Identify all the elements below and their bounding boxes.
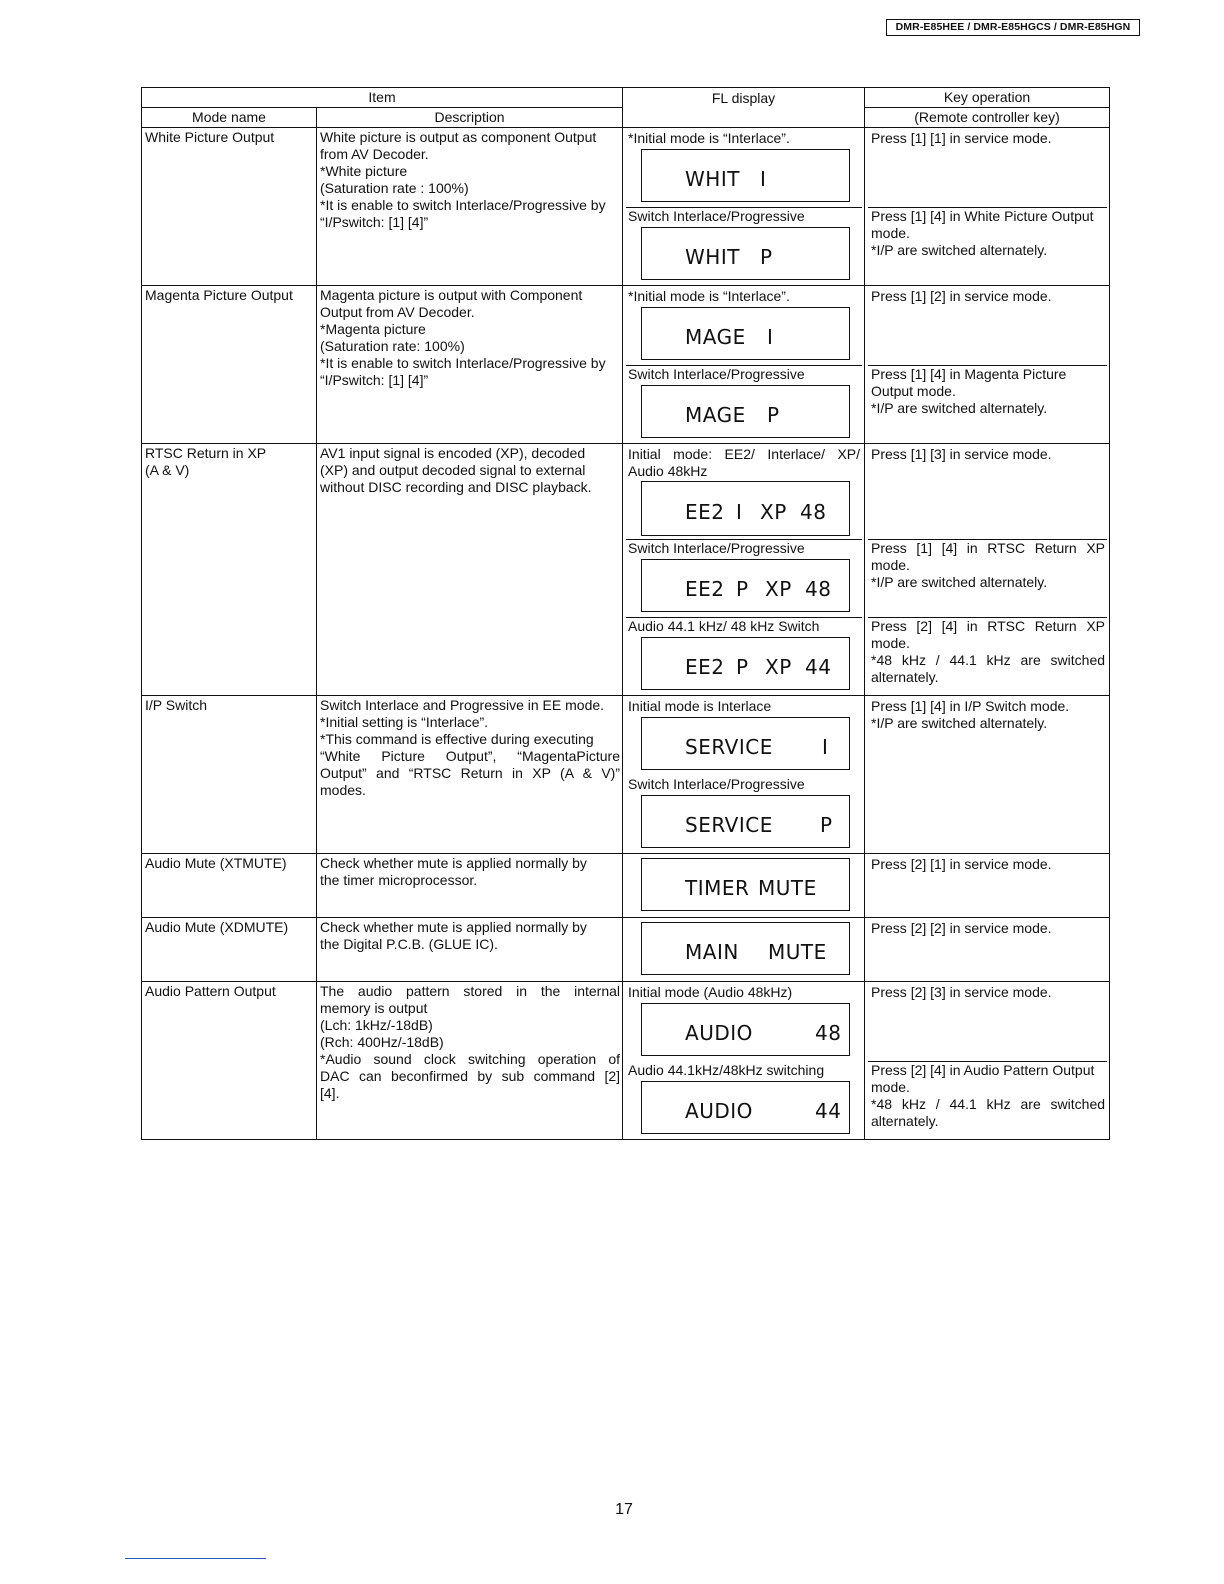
header-key-operation: Key operation [865,88,1110,108]
fl-label: Audio 44.1 kHz/ 48 kHz Switch [628,618,820,634]
fl-label: Initial mode (Audio 48kHz) [628,984,793,1000]
fl-display: AUDIO 48 [641,1003,850,1056]
header-item: Item [142,88,623,108]
fl-display: EE2 I XP 48 [641,481,850,536]
fl-display-cell [623,444,865,696]
fl-display-cell [623,854,865,918]
fl-label: Initial mode is Interlace [628,698,772,714]
table-row [142,918,1110,982]
key-operation-cell: Press [1] [4] in I/P Switch mode. *I/P are switched alternately. [865,696,1110,854]
fl-display: AUDIO 44 [641,1081,850,1134]
fl-display: MAGE P [641,385,850,438]
mode-description: Check whether mute is applied normally by the timer microprocessor. [317,854,623,918]
mode-name: White Picture Output [142,128,317,286]
fl-display: WHIT P [641,227,850,280]
fl-label: Switch Interlace/Progressive [628,776,805,792]
fl-label: *Initial mode is “Interlace”. [628,288,790,304]
fl-label: Initial mode: EE2/ Interlace/ XP/ Audio 48kHz [628,446,861,479]
fl-label: Switch Interlace/Progressive [628,540,805,556]
key-operation-cell: Press [1] [1] in service mode. Press [1] [4] in White Picture Output mode. *I/P are switched alternately. [865,128,1110,286]
table-row [142,444,1110,696]
fl-display: MAIN MUTE [641,922,850,975]
key-operation-cell: Press [1] [3] in service mode. Press [1] [4] in RTSC Return XP mode. *I/P are switched alternately. Press [2] [4] in RTSC Return XP mode. *48 kHz / 44.1 kHz are switched alternately. [865,444,1110,696]
key-operation-cell: Press [2] [2] in service mode. [865,918,1110,982]
page-number: 17 [615,1501,633,1518]
service-mode-table [141,87,1110,1140]
mode-name: RTSC Return in XP (A & V) [142,444,317,696]
table-row [142,982,1110,1140]
fl-label: *Initial mode is “Interlace”. [628,130,790,146]
mode-name: I/P Switch [142,696,317,854]
fl-display: WHIT I [641,149,850,202]
fl-display-cell [623,286,865,444]
footer-rule [125,1558,266,1559]
fl-display: MAGE I [641,307,850,360]
table-row [142,286,1110,444]
fl-display-cell [623,918,865,982]
mode-name: Audio Mute (XTMUTE) [142,854,317,918]
mode-description: The audio pattern stored in the internal memory is output (Lch: 1kHz/-18dB) (Rch: 400Hz/-18dB) *Audio sound clock switching operation of DAC can beconfirmed by sub command [2] [4]. [317,982,623,1140]
mode-description: Magenta picture is output with Component Output from AV Decoder. *Magenta picture (Saturation rate: 100%) *It is enable to switch Interlace/Progressive by “I/Pswitch: [1] [4]” [317,286,623,444]
mode-name: Audio Mute (XDMUTE) [142,918,317,982]
mode-description: White picture is output as component Output from AV Decoder. *White picture (Saturation rate : 100%) *It is enable to switch Interlace/Progressive by “I/Pswitch: [1] [4]” [317,128,623,286]
fl-label: Switch Interlace/Progressive [628,208,805,224]
header-fl-display: FL display [623,88,865,128]
fl-display: EE2 P XP 44 [641,637,850,690]
mode-name: Magenta Picture Output [142,286,317,444]
model-badge: DMR-E85HEE / DMR-E85HGCS / DMR-E85HGN [886,19,1140,36]
fl-display: SERVICE P [641,795,850,848]
fl-display-cell [623,128,865,286]
table-row [142,128,1110,286]
mode-description: Switch Interlace and Progressive in EE mode. *Initial setting is “Interlace”. *This command is effective during executing “White Picture Output”, “MagentaPicture Output” and “RTSC Return in XP (A & V)” modes. [317,696,623,854]
fl-label: Switch Interlace/Progressive [628,366,805,382]
mode-description: AV1 input signal is encoded (XP), decoded (XP) and output decoded signal to external without DISC recording and DISC playback. [317,444,623,696]
table-row [142,696,1110,854]
key-operation-cell: Press [2] [1] in service mode. [865,854,1110,918]
fl-display: SERVICE I [641,717,850,770]
fl-display: TIMER MUTE [641,858,850,911]
header-key-operation-sub: (Remote controller key) [865,108,1110,128]
key-operation-cell: Press [2] [3] in service mode. Press [2] [4] in Audio Pattern Output mode. *48 kHz / 44.1 kHz are switched alternately. [865,982,1110,1140]
fl-display-cell [623,982,865,1140]
mode-name: Audio Pattern Output [142,982,317,1140]
header-mode-name: Mode name [142,108,317,128]
fl-label: Audio 44.1kHz/48kHz switching [628,1062,825,1078]
fl-display: EE2 P XP 48 [641,559,850,612]
mode-description: Check whether mute is applied normally by the Digital P.C.B. (GLUE IC). [317,918,623,982]
key-operation-cell: Press [1] [2] in service mode. Press [1] [4] in Magenta Picture Output mode. *I/P are switched alternately. [865,286,1110,444]
header-description: Description [317,108,623,128]
table-row [142,854,1110,918]
fl-display-cell [623,696,865,854]
